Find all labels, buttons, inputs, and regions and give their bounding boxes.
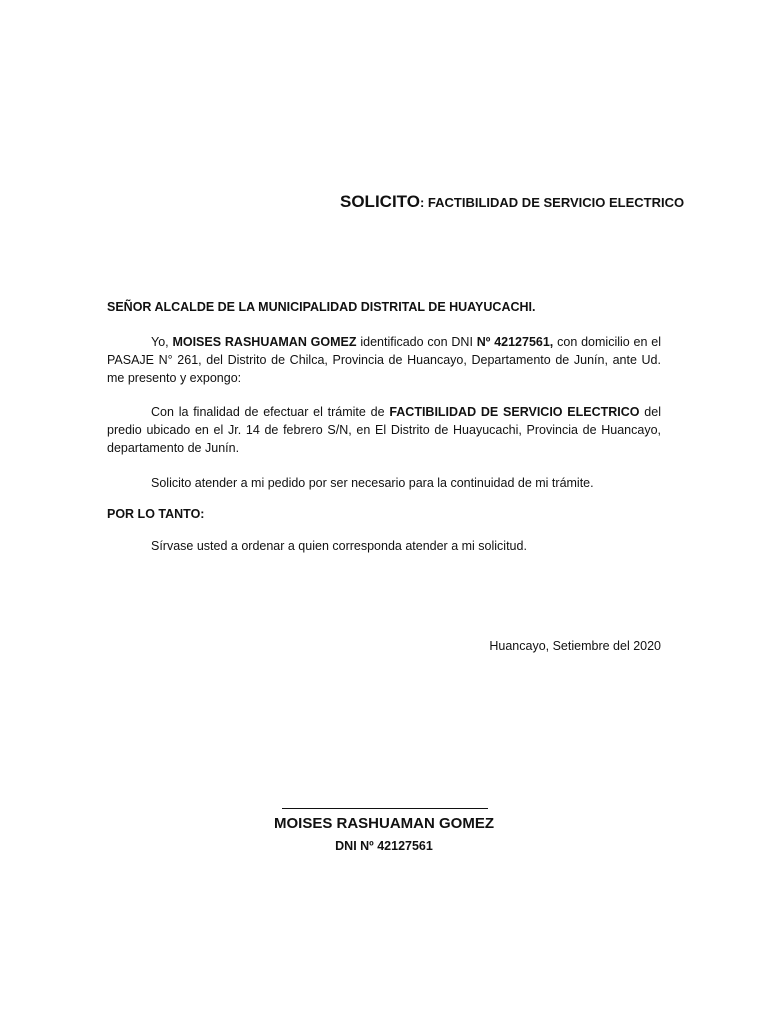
- applicant-name: MOISES RASHUAMAN GOMEZ: [172, 335, 357, 349]
- signature-dni: DNI Nº 42127561: [335, 839, 433, 853]
- paragraph2-text-2: del predio ubicado en el Jr. 14 de febrero S/N, en El Distrito de Huayucachi, Provincia de Huancayo, departamento de Junín.: [107, 405, 661, 455]
- paragraph-purpose: [107, 403, 661, 457]
- addressee: SEÑOR ALCALDE DE LA MUNICIPALIDAD DISTRITAL DE HUAYUCACHI.: [107, 300, 536, 314]
- applicant-dni: Nº 42127561,: [476, 335, 554, 349]
- paragraph-identification: [107, 333, 661, 387]
- subject-heading: [340, 192, 685, 212]
- paragraph2-text-1: Con la finalidad de efectuar el trámite de: [151, 405, 390, 419]
- paragraph1-text-2: identificado con DNI: [356, 335, 477, 349]
- signature-name: MOISES RASHUAMAN GOMEZ: [273, 815, 494, 832]
- paragraph1-text-3: con domicilio en el PASAJE N° 261, del Distrito de Chilca, Provincia de Huancayo, Departamento de Junín, ante Ud. me presento y expongo:: [107, 335, 662, 385]
- subject-label: SOLICITO: [340, 192, 420, 211]
- paragraph-request: Solicito atender a mi pedido por ser necesario para la continuidad de mi trámite.: [151, 476, 594, 490]
- signature-line: [282, 808, 488, 809]
- paragraph1-text-1: Yo,: [151, 335, 173, 349]
- closing-heading: POR LO TANTO:: [107, 507, 205, 521]
- date-line: Huancayo, Setiembre del 2020: [489, 639, 661, 653]
- service-name: FACTIBILIDAD DE SERVICIO ELECTRICO: [389, 405, 640, 419]
- subject-text: : FACTIBILIDAD DE SERVICIO ELECTRICO: [419, 195, 685, 210]
- request-text: Sírvase usted a ordenar a quien corresponda atender a mi solicitud.: [151, 539, 527, 553]
